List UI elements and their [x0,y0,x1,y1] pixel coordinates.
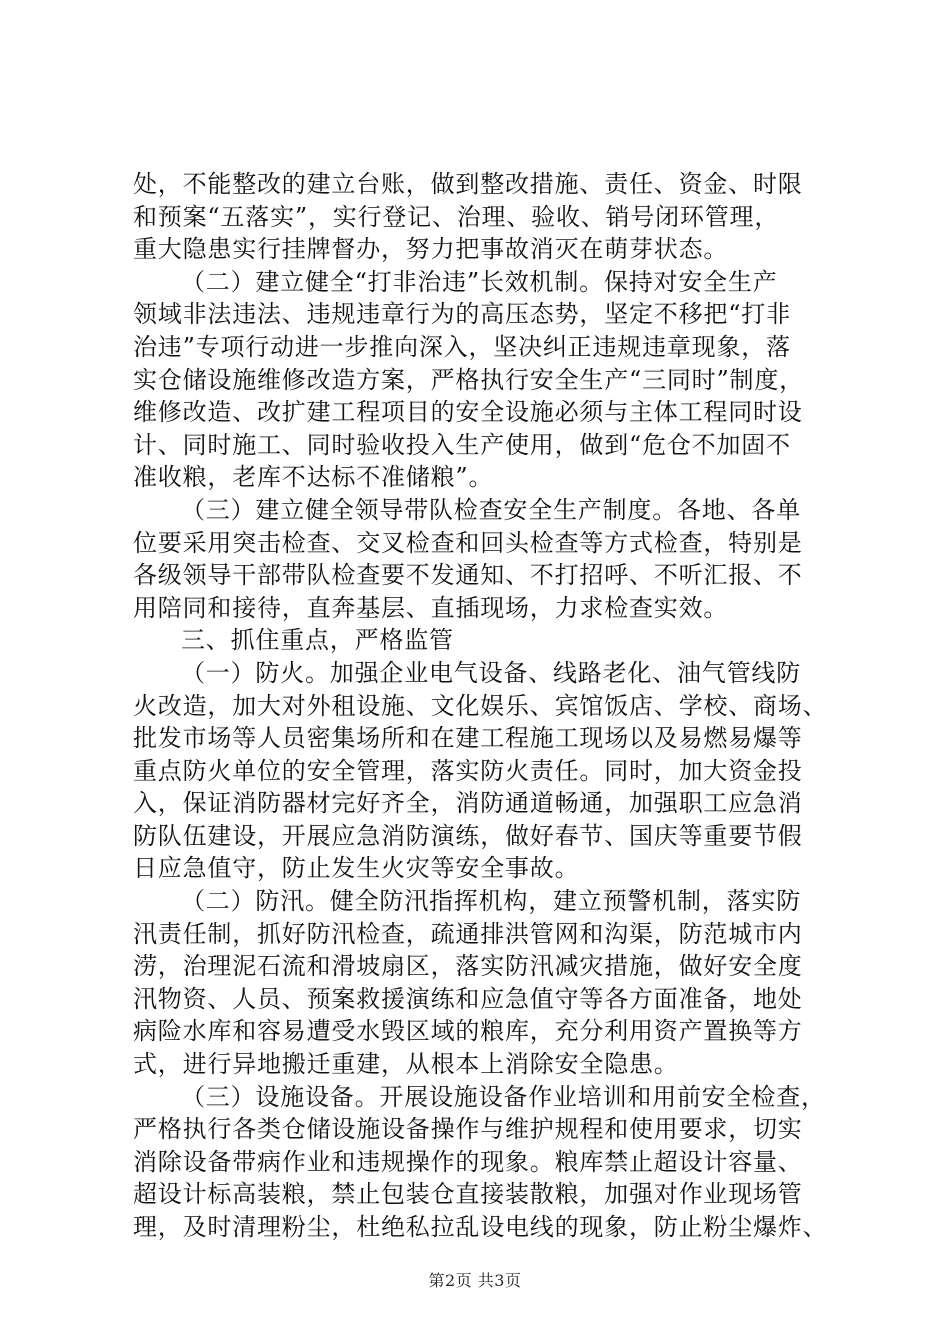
page-number: 第2页 共3页 [428,1271,522,1290]
text-line: 位要采用突击检查、交叉检查和回头检查等方式检查，特别是 [133,528,803,557]
text-line: 严格执行各类仓储设施设备操作与维护规程和使用要求，切实 [133,1115,803,1144]
text-line: 领域非法违法、违规违章行为的高压态势，坚定不移把“打非 [133,300,791,329]
text-line: （三）建立健全领导带队检查安全生产制度。各地、各单 [181,495,801,524]
section-heading-text: 三、抓住重点，严格监管 [181,626,454,655]
text-line: （二）建立健全“打非治违”长效机制。保持对安全生产 [181,267,778,296]
text-line: 式，进行异地搬迁重建，从根本上消除安全隐患。 [133,1050,679,1079]
text-line: 计、同时施工、同时验收投入生产使用，做到“危仓不加固不 [133,430,791,459]
text-line: （三）设施设备。开展设施设备作业培训和用前安全检查， [181,1082,826,1111]
section-heading [133,624,853,657]
paragraph-p1 [133,168,853,266]
text-line: 防队伍建设，开展应急消防演练，做好春节、国庆等重要节假 [133,821,803,850]
text-line: 入，保证消防器材完好齐全，消防通道畅通，加强职工应急消 [133,789,803,818]
text-line: 病险水库和容易遭受水毁区域的粮库，充分利用资产置换等方 [133,1017,803,1046]
text-line: （二）防汛。健全防汛指挥机构，建立预警机制，落实防 [181,887,801,916]
paragraph-p5 [133,885,853,1081]
text-line: 汛物资、人员、预案救援演练和应急值守等各方面准备，地处 [133,984,803,1013]
text-line: 火改造，加大对外租设施、文化娱乐、宾馆饭店、学校、商场、 [133,691,828,720]
text-line: 各级领导干部带队检查要不发通知、不打招呼、不听汇报、不 [133,561,803,590]
text-line: （一）防火。加强企业电气设备、线路老化、油气管线防 [181,658,801,687]
text-line: 维修改造、改扩建工程项目的安全设施必须与主体工程同时设 [133,398,803,427]
text-line: 日应急值守，防止发生火灾等安全事故。 [133,854,580,883]
text-line: 涝，治理泥石流和滑坡扇区，落实防汛减灾措施，做好安全度 [133,952,803,981]
text-line: 用陪同和接待，直奔基层、直插现场，力求检查实效。 [133,593,729,622]
text-line: 准收粮，老库不达标不准储粮”。 [133,463,494,492]
text-line: 消除设备带病作业和违规操作的现象。粮库禁止超设计容量、 [133,1147,803,1176]
text-line: 重大隐患实行挂牌督办，努力把事故消灭在萌芽状态。 [133,235,729,264]
document-body [133,168,853,1244]
text-line: 实仓储设施维修改造方案，严格执行安全生产“三同时”制度， [133,365,804,394]
text-line: 理，及时清理粉尘，杜绝私拉乱设电线的现象，防止粉尘爆炸、 [133,1213,828,1241]
paragraph-p2 [133,266,853,494]
paragraph-p4 [133,657,853,885]
page-footer [0,1268,950,1291]
paragraph-p3 [133,494,853,624]
text-line: 批发市场等人员密集场所和在建工程施工现场以及易燃易爆等 [133,724,803,753]
text-line: 重点防火单位的安全管理，落实防火责任。同时，加大资金投 [133,756,803,785]
text-line: 汛责任制，抓好防汛检查，疏通排洪管网和沟渠，防范城市内 [133,919,803,948]
text-line: 治违”专项行动进一步推向深入，坚决纠正违规违章现象，落 [133,332,791,361]
text-line: 和预案“五落实”，实行登记、治理、验收、销号闭环管理， [133,202,780,231]
text-line: 处，不能整改的建立台账，做到整改措施、责任、资金、时限 [133,170,803,198]
paragraph-p6 [133,1081,853,1244]
text-line: 超设计标高装粮，禁止包装仓直接装散粮，加强对作业现场管 [133,1180,803,1209]
